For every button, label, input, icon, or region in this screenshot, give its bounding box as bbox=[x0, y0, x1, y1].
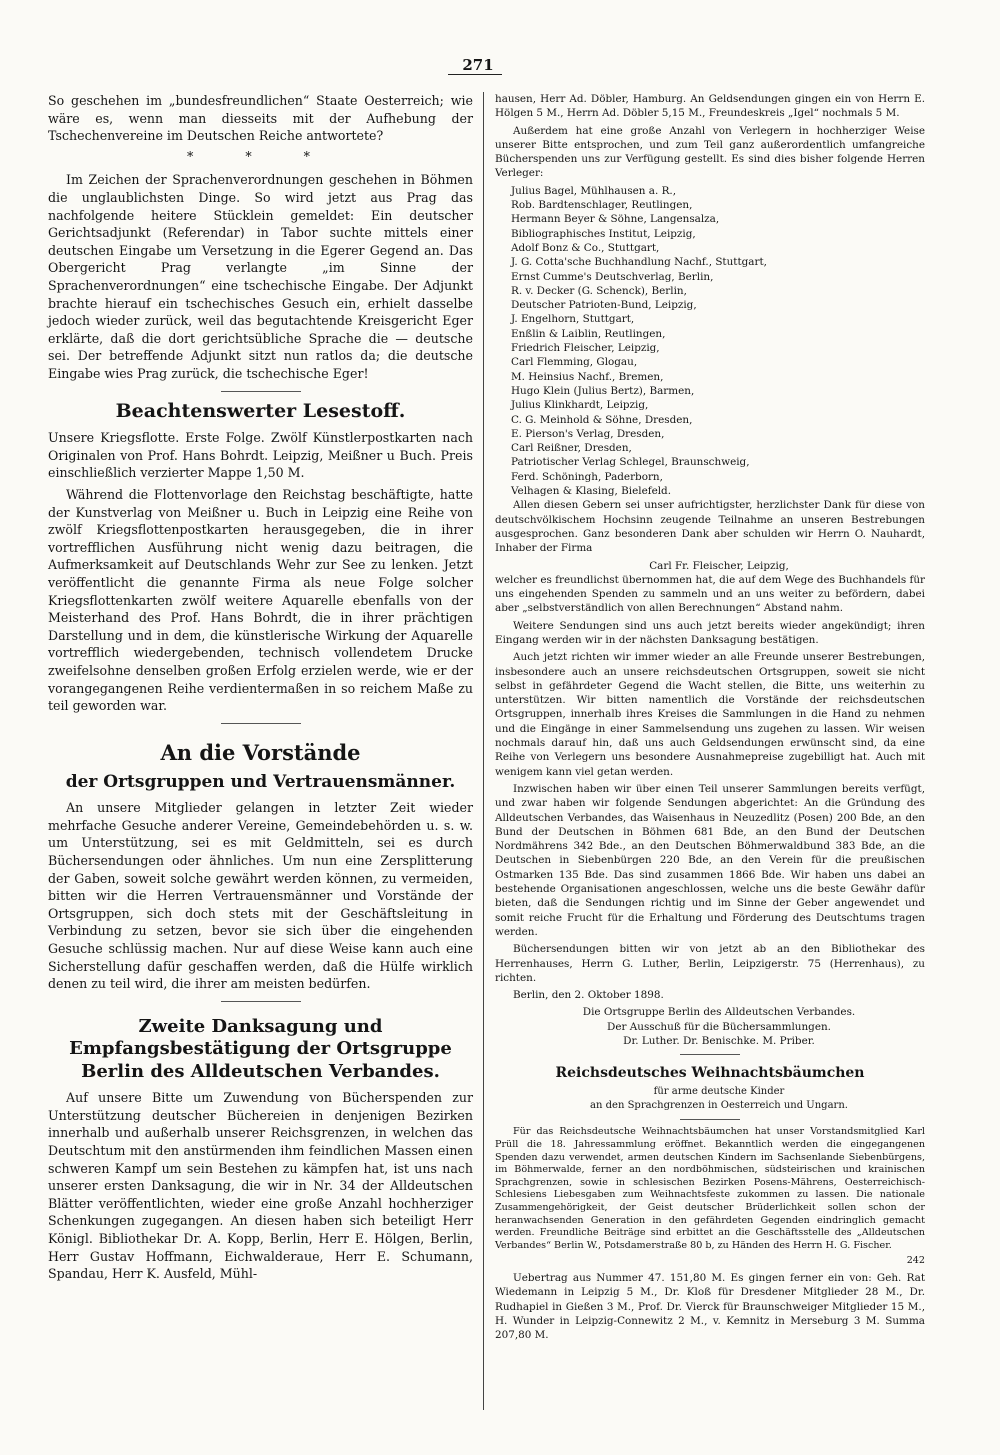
column-divider bbox=[483, 92, 484, 1410]
list-item: M. Heinsius Nachf., Bremen, bbox=[511, 370, 664, 383]
flotte-paragraph: Während die Flottenvorlage den Reichstag beschäftigte, hatte der Kunstverlag von Meißner u. Buch in Leipzig eine Reihe von zwölf Kriegsflottenpostkarten herausgegeben, die in ihrer vortrefflichen Ausführung nicht wenig dazu beitragen, die Aufmerksamkeit auf Deutschlands Wehr zur See zu lenken. Jetzt veröffentlicht die genannte Firma als neue Folge solcher Kriegsflottenkarten zwölf weitere Aquarelle ebenfalls von der Meisterhand des Prof. Hans Bohrdt, die in ihrer prächtigen Darstellung und in dem, die künstlerische Wirkung der Aquarelle vortrefflich wiedergebenden, technisch vollendetem Drucke zweifelsohne denselben großen Erfolg erzielen werde, wie er der vorangegangenen Reihe verdientermaßen in so reichem Maße zu teil geworden war. bbox=[48, 487, 473, 714]
list-item: J. G. Cotta'sche Buchhandlung Nachf., Stuttgart, bbox=[511, 256, 767, 269]
page-number: 271 bbox=[462, 56, 494, 74]
list-item: Deutscher Patrioten-Bund, Leipzig, bbox=[511, 299, 697, 312]
list-item: J. Engelhorn, Stuttgart, bbox=[511, 313, 635, 326]
list-item: Carl Reißner, Dresden, bbox=[511, 442, 632, 455]
weihnachts-heading: Reichsdeutsches Weihnachtsbäumchen bbox=[555, 1065, 865, 1082]
section-divider bbox=[680, 1119, 740, 1120]
list-item: C. G. Meinhold & Söhne, Dresden, bbox=[511, 413, 693, 426]
uebertrag-paragraph: Uebertrag aus Nummer 47. 151,80 M. Es gingen ferner ein von: Geh. Rat Wiedemann in Leipzig 5 M., Dr. Kloß für Dresdener Mitglieder 28 M., Dr. Rudhapiel in Gießen 3 M., Prof. Dr. Vierck für Braunschweiger Mitglieder 15 M., H. Wunder in Leipzig-Connewitz 2 M., v. Kemnitz in Merseburg 3 M. Summa 207,80 M. bbox=[495, 1271, 925, 1342]
weihnachts-paragraph: Für das Reichsdeutsche Weihnachtsbäumchen hat unser Vorstandsmitglied Karl Prüll die 18. Jahressammlung eröffnet. Bekanntlich werden die eingegangenen Spenden dazu verwendet, armen deutschen Kindern im Sachsenlande Siebenbürgens, im Böhmerwalde, ferner an den nordböhmischen, südsteirischen und krainischen Sprachgrenzen, sowie in schlesischen Bezirken Posens-Mährens, Oesterreichisch-Schlesiens Liebesgaben zum Weihnachtsfeste zukommen zu lassen. Die nationale Zusammengehörigkeit, der Geist deutscher Brüderlichkeit sollen schon der heranwachsenden Generation in den gefährdeten Gegenden eindringlich gemacht werden. Freundliche Beiträge sind erbittet an die Geschäftsstelle des „Alldeutschen Verbandes“ Berlin W., Potsdamerstraße 80 b, zu Händen des Herrn H. G. Fischer. bbox=[495, 1126, 925, 1251]
list-item: Hermann Beyer & Söhne, Langensalza, bbox=[511, 213, 720, 226]
section-divider bbox=[221, 391, 301, 392]
danksagung-heading: Zweite Danksagung und Empfangsbestätigung der Ortsgruppe Berlin des Alldeutschen Verbandes. bbox=[69, 1015, 452, 1082]
book-reference: Unsere Kriegsflotte. Erste Folge. Zwölf Künstlerpostkarten nach Originalen von Prof. Hans Bohrdt. Leipzig, Meißner u Buch. Preis einschließlich verzierter Mappe 1,50 M. bbox=[48, 430, 473, 481]
lesestoff-heading: Beachtenswerter Lesestoff. bbox=[115, 399, 406, 422]
continued-paragraph: hausen, Herr Ad. Döbler, Hamburg. An Geldsendungen gingen ein von Herrn E. Hölgen 5 M., Herrn Ad. Döbler 5,15 M., Freundeskreis „Igel“ nochmals 5 M. bbox=[495, 93, 925, 120]
intro-paragraph: So geschehen im „bundesfreundlichen“ Staate Oesterreich; wie wäre es, wenn man diesseits mit der Aufhebung der Tschechenvereine im Deutschen Reiche antwortete? bbox=[48, 93, 473, 144]
prag-paragraph: Im Zeichen der Sprachenverordnungen geschehen in Böhmen die unglaublichsten Dinge. So wird jetzt aus Prag das nachfolgende heitere Stücklein gemeldet: Ein deutscher Gerichtsadjunkt (Referendar) in Tabor suchte mittels einer deutschen Eingabe um Versetzung in die Egerer Gegend an. Das Obergericht Prag verlangte „im Sinne der Sprachenverordnungen“ eine tschechische Eingabe. Der Adjunkt brachte hierauf ein tschechisches Gesuch ein, erhielt dasselbe jedoch wieder zurück, weil das begutachtende Kreisgericht Eger erklärte, daß die dort gerichtsübliche Sprache die — deutsche sei. Der betreffende Adjunkt sitzt nun ratlos da; die deutsche Eingabe wies Prag zurück, die tschechische Eger! bbox=[48, 172, 473, 381]
section-divider bbox=[680, 1054, 740, 1055]
auch-paragraph: Auch jetzt richten wir immer wieder an alle Freunde unserer Bestrebungen, insbesondere auch an unsere reichsdeutschen Ortsgruppen, soweit sie nicht selbst in gefährdeter Gegend die Wacht stellen, die Bitte, uns weiterhin zu unterstützen. Wir bitten namentlich die Vorstände der reichsdeutschen Ortsgruppen, innerhalb ihres Kreises die Sammlungen in die Hand zu nehmen und die Eingänge in einer Sammelsendung uns zugehen zu lassen. Wir weisen nochmals darauf hin, daß uns auch Geldsendungen erwünscht sind, da eine Reihe von Verlegern uns besondere Ausnahmepreise zugebilligt hat. Auch mit wenigem kann viel getan werden. bbox=[495, 651, 925, 778]
list-item: Rob. Bardtenschlager, Reutlingen, bbox=[511, 199, 693, 212]
vorstaende-subheading: der Ortsgruppen und Vertrauensmänner. bbox=[65, 772, 456, 792]
inzwischen-paragraph: Inzwischen haben wir über einen Teil unserer Sammlungen bereits verfügt, und zwar haben wir folgende Sendungen abgerichtet: An die Gründung des Alldeutschen Verbandes, das Waisenhaus in Neuzedlitz (Posen) 200 Bde, an den Bund der Deutschen in Böhmen 681 Bde, an den Bund der Deutschen Nordmährens 342 Bde., an den Deutschen Böhmerwaldbund 383 Bde, an die Deutschen in Siebenbürgen 220 Bde, an den Verein für die preußischen Ostmarken 135 Bde. Das sind zusammen 1866 Bde. Wir haben uns dabei an bestehende Organisationen angeschlossen, welche uns die beste Gewähr dafür bieten, daß die Sendungen richtig und im Sinne der Geber angewendet und somit reiche Frucht für die Erhaltung und Förderung des Deutschtums tragen werden. bbox=[495, 782, 925, 938]
section-divider bbox=[221, 723, 301, 724]
firm-continued-paragraph: welcher es freundlichst übernommen hat, die auf dem Wege des Buchhandels für uns eingehenden Spenden zu sammeln und an uns weiter zu befördern, dabei aber „selbstverständlich von allen Berechnungen“ Abstand nahm. bbox=[495, 573, 925, 615]
star-separator: * * * bbox=[187, 148, 334, 164]
page-number-rule bbox=[448, 74, 502, 75]
list-item: Julius Klinkhardt, Leipzig, bbox=[511, 399, 649, 412]
weihnachts-subheading: an den Sprachgrenzen in Oesterreich und Ungarn. bbox=[590, 1100, 848, 1112]
weihnachts-number: 242 bbox=[906, 1255, 925, 1267]
vorstaende-heading: An die Vorstände bbox=[160, 739, 361, 765]
weihnachts-subheading: für arme deutsche Kinder bbox=[653, 1085, 785, 1097]
list-item: R. v. Decker (G. Schenck), Berlin, bbox=[511, 284, 687, 297]
list-item: Julius Bagel, Mühlhausen a. R., bbox=[511, 184, 677, 197]
firm-line: Carl Fr. Fleischer, Leipzig, bbox=[649, 559, 789, 572]
weitere-paragraph: Weitere Sendungen sind uns auch jetzt bereits wieder angekündigt; ihren Eingang werden wir in der nächsten Danksagung bestätigen. bbox=[495, 619, 925, 646]
signature-names: Dr. Luther. Dr. Benischke. M. Priber. bbox=[623, 1035, 815, 1047]
danksagung-paragraph: Auf unsere Bitte um Zuwendung von Bücherspenden zur Unterstützung deutscher Büchereien in denjenigen Bezirken innerhalb und außerhalb unserer Reichsgrenzen, in welchen das Deutschtum mit den anstürmenden ihm feindlichen Massen einen schweren Kampf um sein Bestehen zu kämpfen hat, ist uns nach unserer ersten Danksagung, die wir in Nr. 34 der Alldeutschen Blätter veröffentlichten, wieder eine große Anzahl hochherziger Schenkungen zugegangen. An diesen haben sich beteiligt Herr Königl. Bibliothekar Dr. A. Kopp, Berlin, Herr E. Hölgen, Berlin, Herr Gustav Hoffmann, Eichwalderaue, Herr E. Schumann, Spandau, Herr K. Ausfeld, Mühl- bbox=[48, 1090, 473, 1282]
right-column bbox=[495, 92, 925, 1345]
list-item: Patriotischer Verlag Schlegel, Braunschweig, bbox=[511, 456, 750, 469]
buecher-paragraph: Büchersendungen bitten wir von jetzt ab an den Bibliothekar des Herrenhauses, Herrn G. Luther, Berlin, Leipzigerstr. 75 (Herrenhaus), zu richten. bbox=[495, 943, 925, 984]
list-item: Hugo Klein (Julius Bertz), Barmen, bbox=[511, 384, 695, 397]
left-column bbox=[48, 92, 473, 1286]
verleger-paragraph: Außerdem hat eine große Anzahl von Verlegern in hochherziger Weise unserer Bitte entsprochen, und zum Teil ganz außerordentlich umfangreiche Bücherspenden uns zur Verfügung gestellt. Es sind dies bisher folgende Herren Verleger: bbox=[495, 124, 925, 180]
signature-line: Die Ortsgruppe Berlin des Alldeutschen Verbandes. bbox=[582, 1006, 856, 1019]
signature-line: Der Ausschuß für die Büchersammlungen. bbox=[607, 1020, 831, 1033]
list-item: Enßlin & Laiblin, Reutlingen, bbox=[511, 327, 666, 340]
vorstaende-paragraph: An unsere Mitglieder gelangen in letzter Zeit wieder mehrfache Gesuche anderer Vereine, Gemeindebehörden u. s. w. um Unterstützung, sei es mit Geldmitteln, sei es durch Büchersendungen oder ähnliches. Um nun eine Zersplitterung der Gaben, soweit solche gewährt werden können, zu vermeiden, bitten wir die Herren Vertrauensmänner und Vorstände der Ortsgruppen, sich doch stets mit der Geschäftsleitung in Verbindung zu setzen, bevor sie sich über die eingehenden Gesuche schlüssig machen. Nur auf diese Weise kann auch eine Sicherstellung dafür geschaffen werden, daß die Hülfe wirklich denen zu teil wird, die ihrer am meisten bedürfen. bbox=[48, 800, 473, 992]
list-item: Velhagen & Klasing, Bielefeld. bbox=[511, 485, 671, 498]
dank-geber-paragraph: Allen diesen Gebern sei unser aufrichtigster, herzlichster Dank für diese von deutschvölkischem Hochsinn zeugende Teilnahme an unseren Bestrebungen ausgesprochen. Ganz besonderen Dank aber schulden wir Herrn O. Nauhardt, Inhaber der Firma bbox=[495, 499, 925, 555]
list-item: Bibliographisches Institut, Leipzig, bbox=[511, 227, 696, 240]
date-line: Berlin, den 2. Oktober 1898. bbox=[513, 989, 664, 1002]
list-item: Carl Flemming, Glogau, bbox=[511, 356, 638, 369]
list-item: E. Pierson's Verlag, Dresden, bbox=[511, 427, 665, 440]
list-item: Friedrich Fleischer, Leipzig, bbox=[511, 342, 660, 355]
list-item: Ernst Cumme's Deutschverlag, Berlin, bbox=[511, 270, 714, 283]
list-item: Ferd. Schöningh, Paderborn, bbox=[511, 470, 663, 483]
publisher-list bbox=[511, 184, 925, 499]
list-item: Adolf Bonz & Co., Stuttgart, bbox=[511, 241, 660, 254]
section-divider bbox=[221, 1001, 301, 1002]
